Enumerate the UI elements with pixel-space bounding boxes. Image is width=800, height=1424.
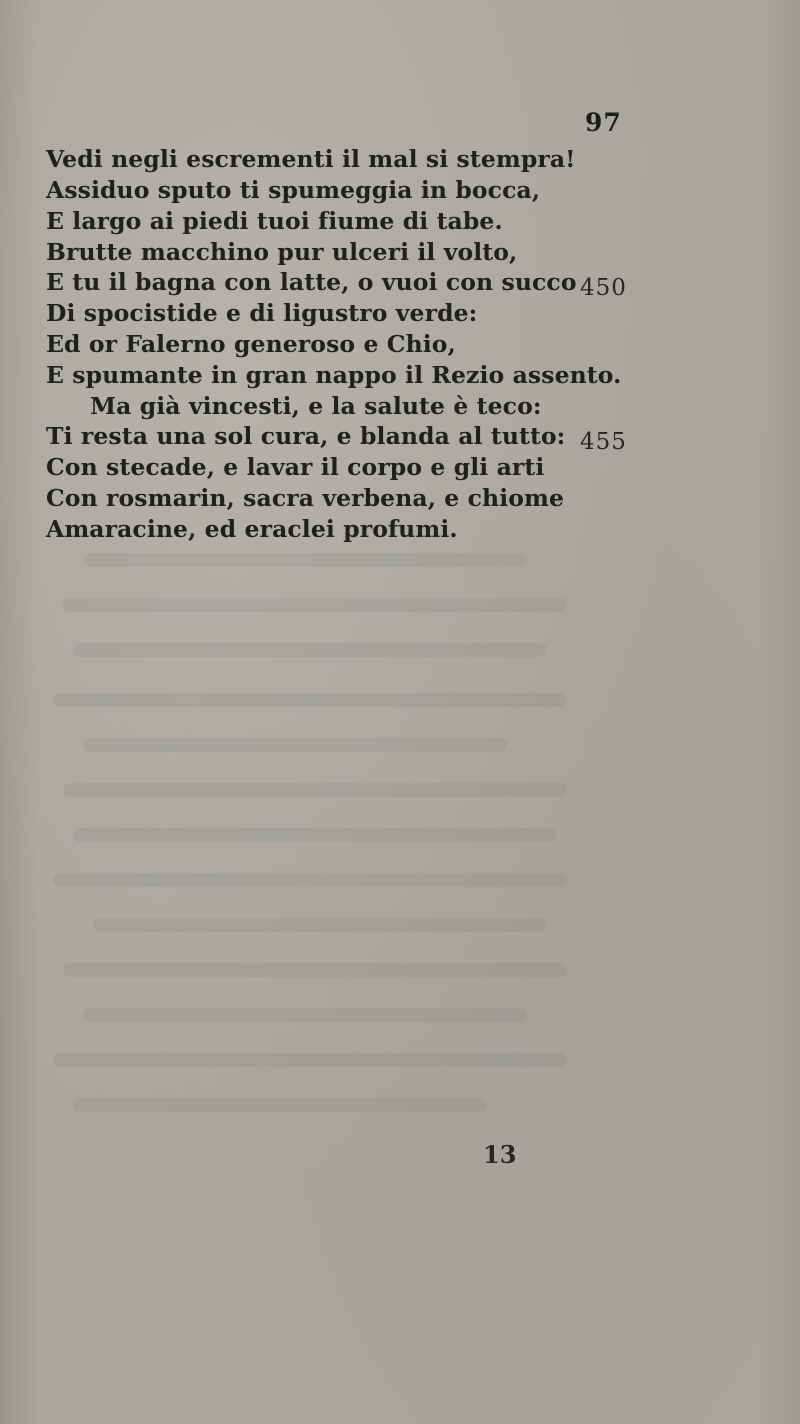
verse-line: Brutte macchino pur ulceri il volto, — [46, 238, 518, 266]
verse-line: E largo ai piedi tuoi fiume di tabe. — [46, 207, 503, 235]
verse-line: E tu il bagna con latte, o vuoi con succo — [46, 268, 577, 296]
verse-line: Ed or Falerno generoso e Chio, — [46, 330, 456, 358]
verse-line: E spumante in gran nappo il Rezio assento. — [46, 361, 622, 389]
verse-line: Vedi negli escrementi il mal si stempra! — [46, 145, 576, 173]
verse-line: Ti resta una sol cura, e blanda al tutto: — [46, 422, 566, 450]
signature-mark: 13 — [483, 1140, 517, 1169]
page-number: 97 — [585, 108, 622, 137]
verse-line: Di spocistide e di ligustro verde: — [46, 299, 478, 327]
verse-line: Amaracine, ed eraclei profumi. — [46, 515, 458, 543]
line-number: 455 — [580, 429, 627, 455]
verse-line: Ma già vincesti, e la salute è teco: — [90, 392, 542, 420]
verse-line: Con stecade, e lavar il corpo e gli arti — [46, 453, 545, 481]
line-number: 450 — [580, 275, 627, 301]
verse-line: Con rosmarin, sacra verbena, e chiome — [46, 484, 565, 512]
verse-line: Assiduo sputo ti spumeggia in bocca, — [46, 176, 541, 204]
